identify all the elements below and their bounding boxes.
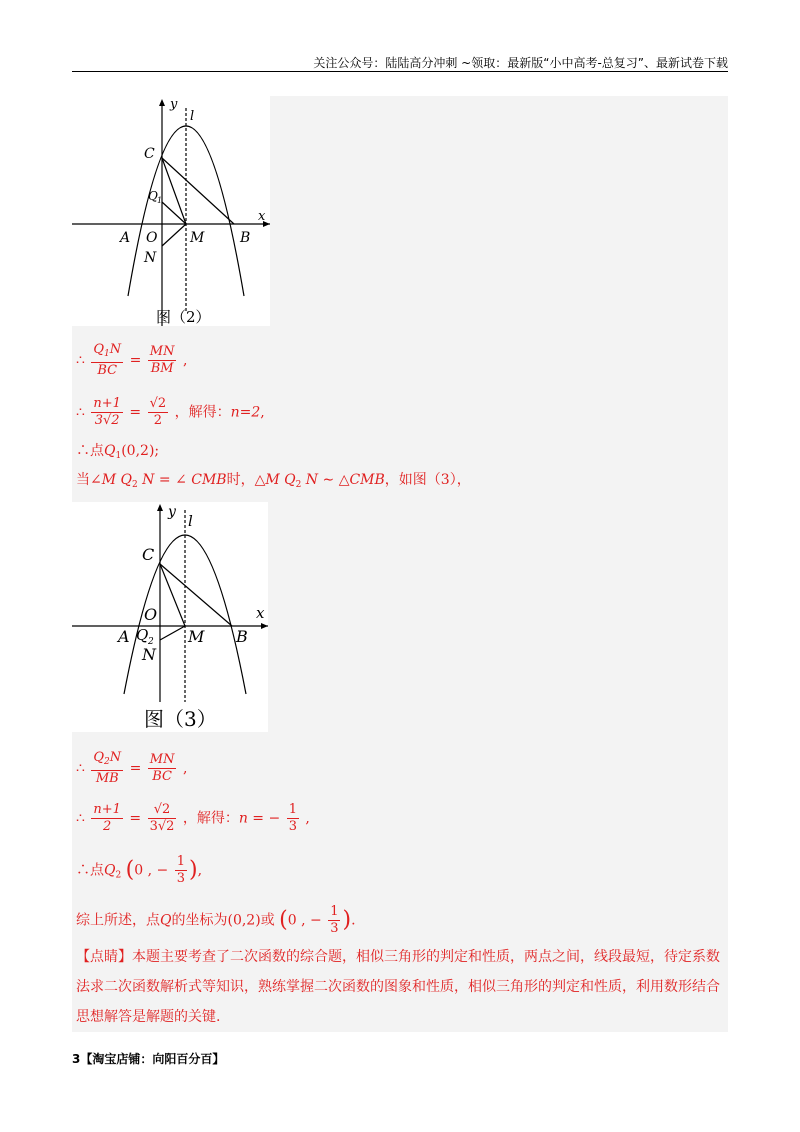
fig2-label-x: x [258,209,266,224]
fraction: $\frac{√2}{3√2}$ [149,802,175,834]
fig2-label-q: Q [148,189,158,203]
line-solve-n-2: ∴ $\frac{n+1}{2}$ = $\frac{√2}{3√2}$ ，解得：n = − $\frac{1}{3}$ , [76,802,310,834]
fraction: $\frac{n+1}{2}$ [93,802,121,834]
line-case-2: 当∠M $Q_2$ N = ∠ CMB时，△M $Q_2$ N ∼ △CMB，如图（3）， [76,472,471,490]
fraction: $\frac{√2}{2}$ [149,396,167,428]
fig2-label-m: M [190,230,205,246]
fraction: $\frac{Q_2N}{MB}$ [93,750,122,786]
header-rule [72,71,728,72]
dianjing-note: 【点睛】本题主要考查了二次函数的综合题，相似三角形的判定和性质，两点之间，线段最短，待定系数法求二次函数解析式等知识，熟练掌握二次函数的图象和性质，相似三角形的判定和性质，利用数形结合思想解答是解题的关键. [76,949,720,1025]
figure-3-diagram [72,502,268,732]
line-ratio-2: ∴ $\frac{Q_2N}{MB}$ = $\frac{MN}{BC}$ , [76,750,188,786]
page-header [72,50,728,72]
fig3-label-y: y [168,504,176,520]
figure-2-diagram [72,96,270,326]
fig3-label-n: N [142,645,156,664]
fig3-label-m: M [188,627,205,646]
fig3-label-x: x [256,604,265,622]
therefore-symbol: ∴ [76,352,85,369]
fig2-label-b: B [240,230,251,246]
fig2-label-o: O [146,230,158,246]
header-text: 关注公众号：陆陆高分冲刺 ~领取：最新版“小中高考-总复习”、最新试卷下载 [313,56,728,70]
fig3-label-q-sub: 2 [148,637,154,647]
fig2-label-l: l [190,109,195,124]
figure-3 [72,502,268,732]
fraction: $\frac{MN}{BM}$ [149,344,175,376]
fig2-label-q-sub: 1 [157,196,163,205]
fig2-caption: 图（2） [156,308,211,326]
fig3-label-l: l [188,512,193,530]
fig3-label-o: O [144,605,158,624]
fig3-label-q: Q [136,626,149,644]
line-ratio-1: ∴ $\frac{Q_1N}{BC}$ = $\frac{MN}{BM}$ , [76,342,188,378]
line-point-q1: ∴点$Q_1(0,2)$; [76,443,160,461]
fig2-label-c: C [144,146,155,162]
fraction: $\frac{n+1}{3√2}$ [93,396,121,428]
fig2-label-a: A [120,230,131,246]
line-solve-n-1: ∴ $\frac{n+1}{3√2}$ = $\frac{√2}{2}$ ，解得：n=2, [76,396,265,428]
fig3-label-b: B [236,627,248,646]
fig3-caption: 图（3） [144,707,217,731]
fig2-label-y: y [170,97,178,112]
fraction: $\frac{Q_1N}{BC}$ [93,342,122,378]
fig2-label-n: N [144,250,157,266]
page-footer: 3【淘宝店铺：向阳百分百】 [72,1052,225,1066]
fraction: $\frac{1}{3}$ [330,904,339,936]
figure-2 [72,96,270,326]
fraction: $\frac{1}{3}$ [176,854,185,886]
fig3-label-c: C [142,545,155,564]
fraction: $\frac{1}{3}$ [288,802,297,834]
solution-content [72,96,728,1032]
fig3-label-a: A [118,627,130,646]
line-summary: 综上所述，点Q的坐标为(0,2)或 (0 , − $\frac{1}{3}$ ). [76,904,356,936]
fraction: $\frac{MN}{BC}$ [149,752,175,784]
line-point-q2: ∴点$Q_2$ (0 , − $\frac{1}{3}$ ), [76,854,203,886]
